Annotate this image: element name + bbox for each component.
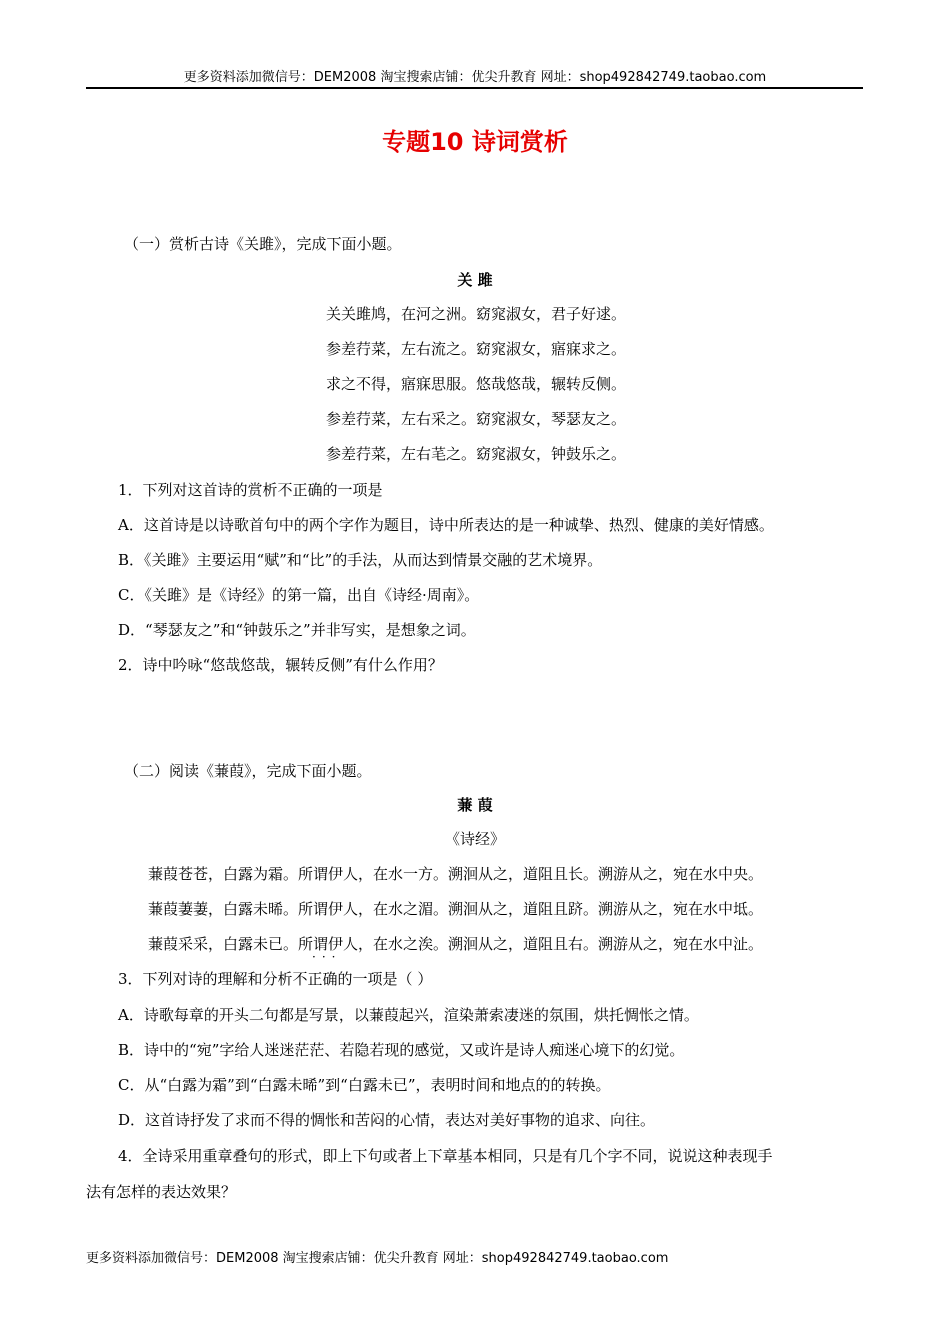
poem1-line: 参差荇菜，左右采之。窈窕淑女，琴瑟友之。 (326, 410, 627, 428)
page-title: 专题10 诗词赏析 (382, 128, 568, 156)
poem1-line: 关关雎鸠，在河之洲。窈窕淑女，君子好逑。 (326, 305, 627, 323)
question-1-option-a: A．这首诗是以诗歌首句中的两个字作为题目，诗中所表达的是一种诚挚、热烈、健康的美好情感。 (118, 516, 774, 534)
poem2-line: 蒹葭萋萋，白露未晞。所谓伊人，在水之湄。溯洄从之，道阻且跻。溯游从之，宛在水中坻。 (148, 900, 764, 918)
question-3-option-a: A．诗歌每章的开头二句都是写景，以蒹葭起兴，渲染萧索凄迷的氛围，烘托惆怅之情。 (118, 1006, 699, 1024)
header-divider (86, 87, 863, 89)
poem1-line: 参差荇菜，左右流之。窈窕淑女，寤寐求之。 (326, 340, 627, 358)
section2-intro: （二）阅读《蒹葭》，完成下面小题。 (124, 762, 372, 780)
question-2: 2．诗中吟咏“悠哉悠哉，辗转反侧”有什么作用？ (118, 656, 443, 674)
question-1-option-b: B．《关雎》主要运用“赋”和“比”的手法，从而达到情景交融的艺术境界。 (118, 551, 603, 569)
question-3-option-b: B．诗中的“宛”字给人迷迷茫茫、若隐若现的感觉，又或许是诗人痴迷心境下的幻觉。 (118, 1041, 685, 1059)
question-3-option-c: C．从“白露为霜”到“白露未晞”到“白露未已”，表明时间和地点的的转换。 (118, 1076, 611, 1094)
question-4-line1: 4．全诗采用重章叠句的形式，即上下句或者上下章基本相同，只是有几个字不同，说说这种表现手 (118, 1147, 773, 1165)
page-header: 更多资料添加微信号：DEM2008 淘宝搜索店铺：优尖升教育 网址：shop492842749.taobao.com (183, 70, 767, 85)
poem1-title: 关 雎 (457, 271, 493, 289)
section1-intro: （一）赏析古诗《关雎》，完成下面小题。 (124, 235, 402, 253)
question-1-option-d: D．“琴瑟友之”和“钟鼓乐之”并非写实，是想象之词。 (118, 621, 476, 639)
poem2-title: 蒹 葭 (457, 796, 493, 814)
poem1-line: 参差荇菜，左右芼之。窈窕淑女，钟鼓乐之。 (326, 445, 627, 463)
poem2-line: 蒹葭采采，白露未已。所谓伊人，在水之涘。溯洄从之，道阻且右。溯游从之，宛在水中沚。 (148, 935, 764, 953)
question-1: 1．下列对这首诗的赏析不正确的一项是 (118, 481, 383, 499)
emphasis-dots: ··· (312, 950, 342, 964)
question-4-line2: 法有怎样的表达效果？ (86, 1183, 237, 1201)
page-footer: 更多资料添加微信号：DEM2008 淘宝搜索店铺：优尖升教育 网址：shop492842749.taobao.com (86, 1251, 669, 1266)
question-3: 3．下列对诗的理解和分析不正确的一项是（ ） (118, 970, 433, 988)
question-1-option-c: C．《关雎》是《诗经》的第一篇，出自《诗经·周南》。 (118, 586, 480, 604)
poem2-line: 蒹葭苍苍，白露为霜。所谓伊人，在水一方。溯洄从之，道阻且长。溯游从之，宛在水中央。 (148, 865, 764, 883)
poem1-line: 求之不得，寤寐思服。悠哉悠哉，辗转反侧。 (326, 375, 627, 393)
question-3-option-d: D．这首诗抒发了求而不得的惆怅和苦闷的心情，表达对美好事物的追求、向往。 (118, 1111, 656, 1129)
poem2-source: 《诗经》 (444, 830, 505, 848)
